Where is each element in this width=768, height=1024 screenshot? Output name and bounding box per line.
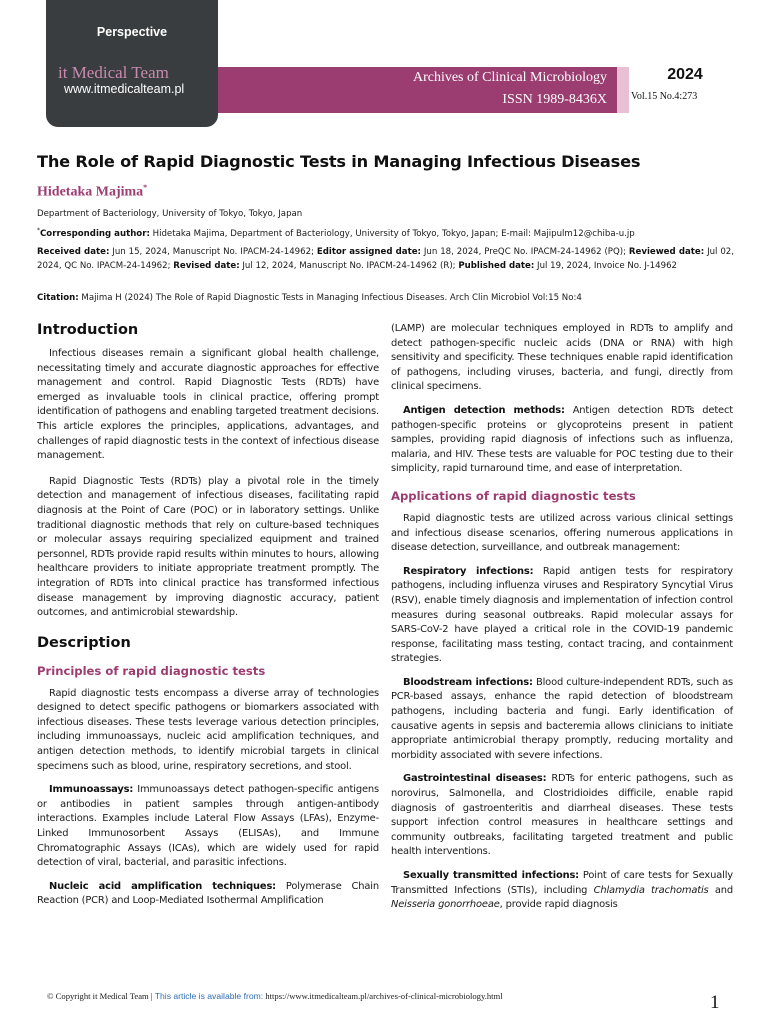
received-label: Received date: <box>37 247 110 257</box>
respiratory-text: Rapid antigen tests for respiratory pathogens, including influenza viruses and Respiratory Syncytial Virus (RSV), enable timely diagnosis and implementation of infection control measures during seasonal outbreaks. Rapid molecular assays for SARS-CoV-2 have played a critical role in the COVID-19 pandemic response, facilitating mass testing, contact tracing, and containment strategies. <box>391 565 733 665</box>
immunoassays-label: Immunoassays: <box>49 784 134 796</box>
gastrointestinal-text: RDTs for enteric pathogens, such as norovirus, Salmonella, and Clostridioides difficile, enable rapid diagnosis of gastroenteritis and diarrheal diseases. These tests support infection control measures in healthcare settings and community outbreaks, facilitating targeted treatment and public health interventions. <box>391 773 733 858</box>
respiratory-label: Respiratory infections: <box>403 565 534 577</box>
journal-issn: ISSN 1989-8436X <box>502 92 607 107</box>
sti-organism-2: Neisseria gonorrhoeae <box>391 899 500 911</box>
journal-band <box>218 67 617 113</box>
corresponding-label: Corresponding author: <box>40 228 150 239</box>
naat-paragraph <box>37 880 379 909</box>
principles-heading: Principles of rapid diagnostic tests <box>37 663 266 678</box>
immunoassays-paragraph <box>37 783 379 871</box>
published-label: Published date: <box>458 261 535 271</box>
journal-name: Archives of Clinical Microbiology <box>412 70 607 85</box>
reviewed-date: Jul 02, 2024, QC No. IPACM-24-14962; <box>37 247 734 271</box>
published-date: Jul 19, 2024, Invoice No. J-14962 <box>537 261 678 271</box>
left-column <box>37 322 379 909</box>
immunoassays-text: Immunoassays detect pathogen-specific antigens or antibodies in patient samples through antigen-antibody interactions. Examples include Lateral Flow Assays (LFAs), Enzyme-Linked Immunosorbent Assays (ELISAs), and Immune Chromatographic Assays (ICAs), which are widely used for rapid detection of viral, bacterial, and parasitic infections. <box>37 784 379 869</box>
applications-paragraph: Rapid diagnostic tests are utilized across various clinical settings and infectious disease scenarios, offering numerous applications in disease detection, surveillance, and outbreak management: <box>391 512 733 554</box>
reviewed-label: Reviewed date: <box>628 247 705 257</box>
publisher-name: it Medical Team <box>58 63 169 82</box>
author-mark: * <box>143 183 148 192</box>
corresponding-author <box>37 224 734 241</box>
received-date: Jun 15, 2024, Manuscript No. IPACM-24-14962; <box>112 247 314 257</box>
introduction-heading: Introduction <box>37 322 139 338</box>
revised-date: Jul 12, 2024, Manuscript No. IPACM-24-14962 (R); <box>242 261 456 271</box>
sti-and: and <box>714 884 733 896</box>
bloodstream-label: Bloodstream infections: <box>403 676 533 688</box>
volume-issue: Vol.15 No.4:273 <box>631 91 698 102</box>
author-name <box>37 183 147 201</box>
publisher-brand-box <box>46 0 218 127</box>
antigen-paragraph <box>391 404 733 477</box>
page-footer <box>47 991 503 1001</box>
right-column <box>391 322 733 913</box>
sti-label: Sexually transmitted infections: <box>403 870 579 881</box>
article-dates <box>37 245 734 273</box>
affiliation: Department of Bacteriology, University of Tokyo, Tokyo, Japan <box>37 209 303 219</box>
intro-paragraph-1: Infectious diseases remain a significant global health challenge, necessitating timely and accurate diagnostic approaches for effective management and control. Rapid Diagnostic Tests (RDTs) have emerged as invaluable tools in clinical practice, offering prompt identification of pathogens and enabling targeted treatment decisions. This article explores the principles, applications, advantages, and challenges of rapid diagnostic tests in the context of infectious disease management. <box>37 348 379 462</box>
citation <box>37 291 734 305</box>
gastrointestinal-label: Gastrointestinal diseases: <box>403 773 547 785</box>
revised-label: Revised date: <box>173 261 240 271</box>
naat-continued: (LAMP) are molecular techniques employed in RDTs to amplify and detect pathogen-specific nucleic acids (DNA or RNA) with high sensitivity and specificity. These techniques enable rapid identification of pathogens, including viruses, bacteria, and fungi, directly from clinical specimens. <box>391 323 733 393</box>
antigen-text: Antigen detection RDTs detect pathogen-specific proteins or glycoproteins present in patient samples, providing rapid diagnosis of infections such as influenza, malaria, and HIV. These tests are valuable for POC testing due to their simplicity, rapid turnaround time, and ease of interpretation. <box>391 404 733 475</box>
citation-text: Majima H (2024) The Role of Rapid Diagnostic Tests in Managing Infectious Diseases. Arch Clin Microbiol Vol:15 No:4 <box>81 293 582 303</box>
article-title: The Role of Rapid Diagnostic Tests in Managing Infectious Diseases <box>37 152 641 171</box>
applications-heading: Applications of rapid diagnostic tests <box>391 488 636 503</box>
intro-paragraph-2: Rapid Diagnostic Tests (RDTs) play a pivotal role in the timely detection and management of infectious diseases, facilitating rapid diagnosis at the Point of Care (POC) or in laboratory settings. Unlike traditional diagnostic methods that rely on culture-based techniques or molecular assays requiring specialized equipment and trained personnel, RDTs provide rapid results within minutes to hours, allowing healthcare providers to initiate appropriate treatment promptly. The integration of RDTs into clinical practice has transformed infectious disease management by improving diagnostic accuracy, patient outcomes, and antimicrobial stewardship. <box>37 475 379 619</box>
sti-text-2: , provide rapid diagnosis <box>499 899 618 911</box>
antigen-label: Antigen detection methods: <box>403 404 565 416</box>
article-type-label: Perspective <box>96 25 168 39</box>
publisher-url[interactable]: www.itmedicalteam.pl <box>64 82 185 96</box>
bloodstream-paragraph <box>391 676 733 764</box>
sti-text-1: Point of care tests for Sexually Transmitted Infections (STIs), including <box>391 870 733 896</box>
editor-date: Jun 18, 2024, PreQC No. IPACM-24-14962 (PQ); <box>423 247 627 257</box>
respiratory-paragraph <box>391 565 733 667</box>
copyright-text: © Copyright it Medical Team | <box>47 991 153 1001</box>
principles-paragraph: Rapid diagnostic tests encompass a diverse array of technologies designed to detect specific pathogens or biomarkers associated with infectious diseases. These tests leverage various detection principles, including immunoassays, nucleic acid amplification techniques, and antigen detection methods, to identify microbial targets in clinical specimens such as blood, urine, respiratory secretions, and stool. <box>37 687 379 772</box>
journal-link[interactable]: https://www.itmedicalteam.pl/archives-of-clinical-microbiology.html <box>265 991 503 1001</box>
header-accent-bar <box>617 67 629 113</box>
citation-label: Citation: <box>37 293 79 303</box>
editor-label: Editor assigned date: <box>316 247 421 257</box>
availability-text: This article is available from: <box>154 991 264 1001</box>
publication-year: 2024 <box>667 66 703 83</box>
description-heading: Description <box>37 634 131 651</box>
naat-text: Polymerase Chain Reaction (PCR) and Loop-Mediated Isothermal Amplification <box>37 880 379 907</box>
corresponding-text: Hidetaka Majima, Department of Bacteriology, University of Tokyo, Tokyo, Japan; E-mail: Majipulm12@chiba-u.jp <box>152 228 635 239</box>
bloodstream-text: Blood culture-independent RDTs, such as PCR-based assays, enhance the rapid detection of bloodstream pathogens, including bacteria and fungi. Early identification of causative agents in sepsis and bacteremia allows clinicians to initiate appropriate antimicrobial therapy promptly, reducing mortality and morbidity associated with severe infections. <box>391 676 733 761</box>
corresponding-mark: * <box>37 227 40 234</box>
naat-label: Nucleic acid amplification techniques: <box>49 880 276 892</box>
gastrointestinal-paragraph <box>391 772 733 860</box>
sti-organism-1: Chlamydia trachomatis <box>593 884 709 896</box>
sti-paragraph <box>391 869 733 913</box>
page-number: 1 <box>710 992 720 1013</box>
author-name-text: Hidetaka Majima <box>37 184 144 200</box>
